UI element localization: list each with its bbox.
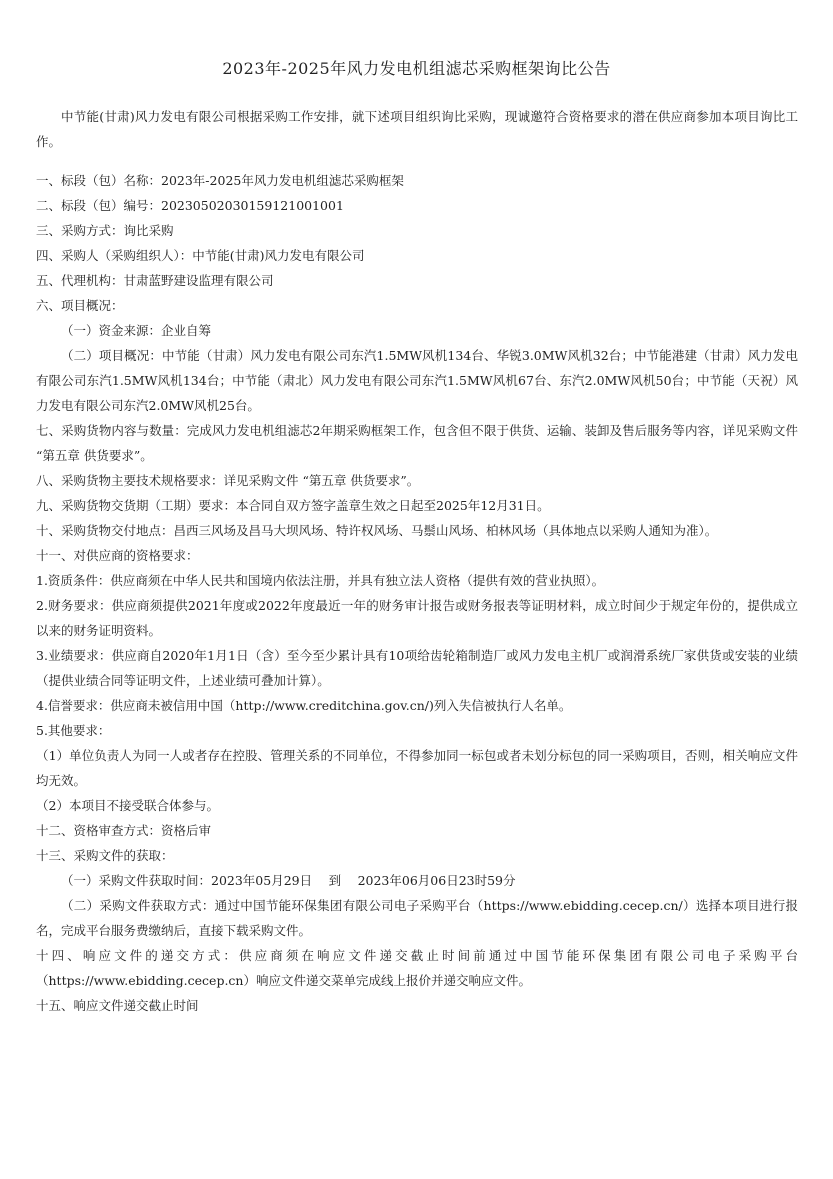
section-15-deadline: 十五、响应文件递交截止时间 — [36, 998, 199, 1013]
intro-paragraph: 中节能(甘肃)风力发电有限公司根据采购工作安排，就下述项目组织询比采购，现诚邀符合资格要求的潜在供应商参加本项目询比工作。 — [36, 109, 798, 149]
section-11-performance: 3.业绩要求：供应商自2020年1月1日（含）至今至少累计具有10项给齿轮箱制造厂或风力发电主机厂或润滑系统厂家供货或安装的业绩（提供业绩合同等证明文件，上述业绩可叠加计算）。 — [36, 648, 798, 688]
section-13-time: （一）采购文件获取时间：2023年05月29日 到 2023年06月06日23时59分 — [61, 873, 516, 888]
section-6-funding: （一）资金来源：企业自筹 — [61, 323, 212, 338]
section-11-credit: 4.信誉要求：供应商未被信用中国（http://www.creditchina.gov.cn/)列入失信被执行人名单。 — [36, 698, 572, 713]
section-14-submission: 十四、响应文件的递交方式：供应商须在响应文件递交截止时间前通过中国节能环保集团有限公司电子采购平台（https://www.ebidding.cecep.cn）响应文件递交菜单完成线上报价并递交响应文件。 — [36, 948, 798, 988]
section-4-purchaser: 四、采购人（采购组织人）：中节能(甘肃)风力发电有限公司 — [36, 248, 365, 263]
section-11-other-1: （1）单位负责人为同一人或者存在控股、管理关系的不同单位，不得参加同一标包或者未划分标包的同一采购项目，否则，相关响应文件均无效。 — [36, 748, 798, 788]
section-6-heading: 六、项目概况： — [36, 298, 124, 313]
section-8-specs: 八、采购货物主要技术规格要求：详见采购文件 “第五章 供货要求”。 — [36, 473, 420, 488]
section-9-delivery-period: 九、采购货物交货期（工期）要求：本合同自双方签字盖章生效之日起至2025年12月31日。 — [36, 498, 550, 513]
section-1-lot-name: 一、标段（包）名称：2023年-2025年风力发电机组滤芯采购框架 — [36, 173, 404, 188]
section-7-content: 七、采购货物内容与数量：完成风力发电机组滤芯2年期采购框架工作，包含但不限于供货、运输、装卸及售后服务等内容，详见采购文件 “第五章 供货要求”。 — [36, 423, 798, 463]
section-10-delivery-location: 十、采购货物交付地点：昌西三风场及昌马大坝风场、特许权风场、马鬃山风场、柏林风场（具体地点以采购人通知为准）。 — [36, 523, 718, 538]
section-3-procurement-method: 三、采购方式：询比采购 — [36, 223, 174, 238]
section-13-heading: 十三、采购文件的获取： — [36, 848, 174, 863]
document-body — [36, 104, 798, 1018]
section-11-qualification: 1.资质条件：供应商须在中华人民共和国境内依法注册，并具有独立法人资格（提供有效的营业执照）。 — [36, 573, 605, 588]
section-6-overview: （二）项目概况：中节能（甘肃）风力发电有限公司东汽1.5MW风机134台、华锐3.0MW风机32台；中节能港建（甘肃）风力发电有限公司东汽1.5MW风机134台；中节能（肃北）风力发电有限公司东汽1.5MW风机67台、东汽2.0MW风机50台；中节能（天祝）风力发电有限公司东汽2.0MW风机25台。 — [36, 348, 798, 413]
section-11-heading: 十一、对供应商的资格要求： — [36, 548, 199, 563]
page-title: 2023年-2025年风力发电机组滤芯采购框架询比公告 — [222, 59, 611, 78]
section-5-agency: 五、代理机构：甘肃蓝野建设监理有限公司 — [36, 273, 274, 288]
section-11-financial: 2.财务要求：供应商须提供2021年度或2022年度最近一年的财务审计报告或财务报表等证明材料，成立时间少于规定年份的，提供成立以来的财务证明资料。 — [36, 598, 798, 638]
spacer — [36, 154, 798, 168]
section-2-lot-number: 二、标段（包）编号：2023050203015912100100​1 — [36, 198, 344, 213]
section-11-other-heading: 5.其他要求： — [36, 723, 111, 738]
section-11-other-2: （2）本项目不接受联合体参与。 — [36, 798, 219, 813]
section-12-review: 十二、资格审查方式：资格后审 — [36, 823, 212, 838]
section-13-method: （二）采购文件获取方式：通过中国节能环保集团有限公司电子采购平台（https://www.ebidding.cecep.cn/）选择本项目进行报名，完成平台服务费缴纳后，直接下载采购文件。 — [36, 898, 798, 938]
